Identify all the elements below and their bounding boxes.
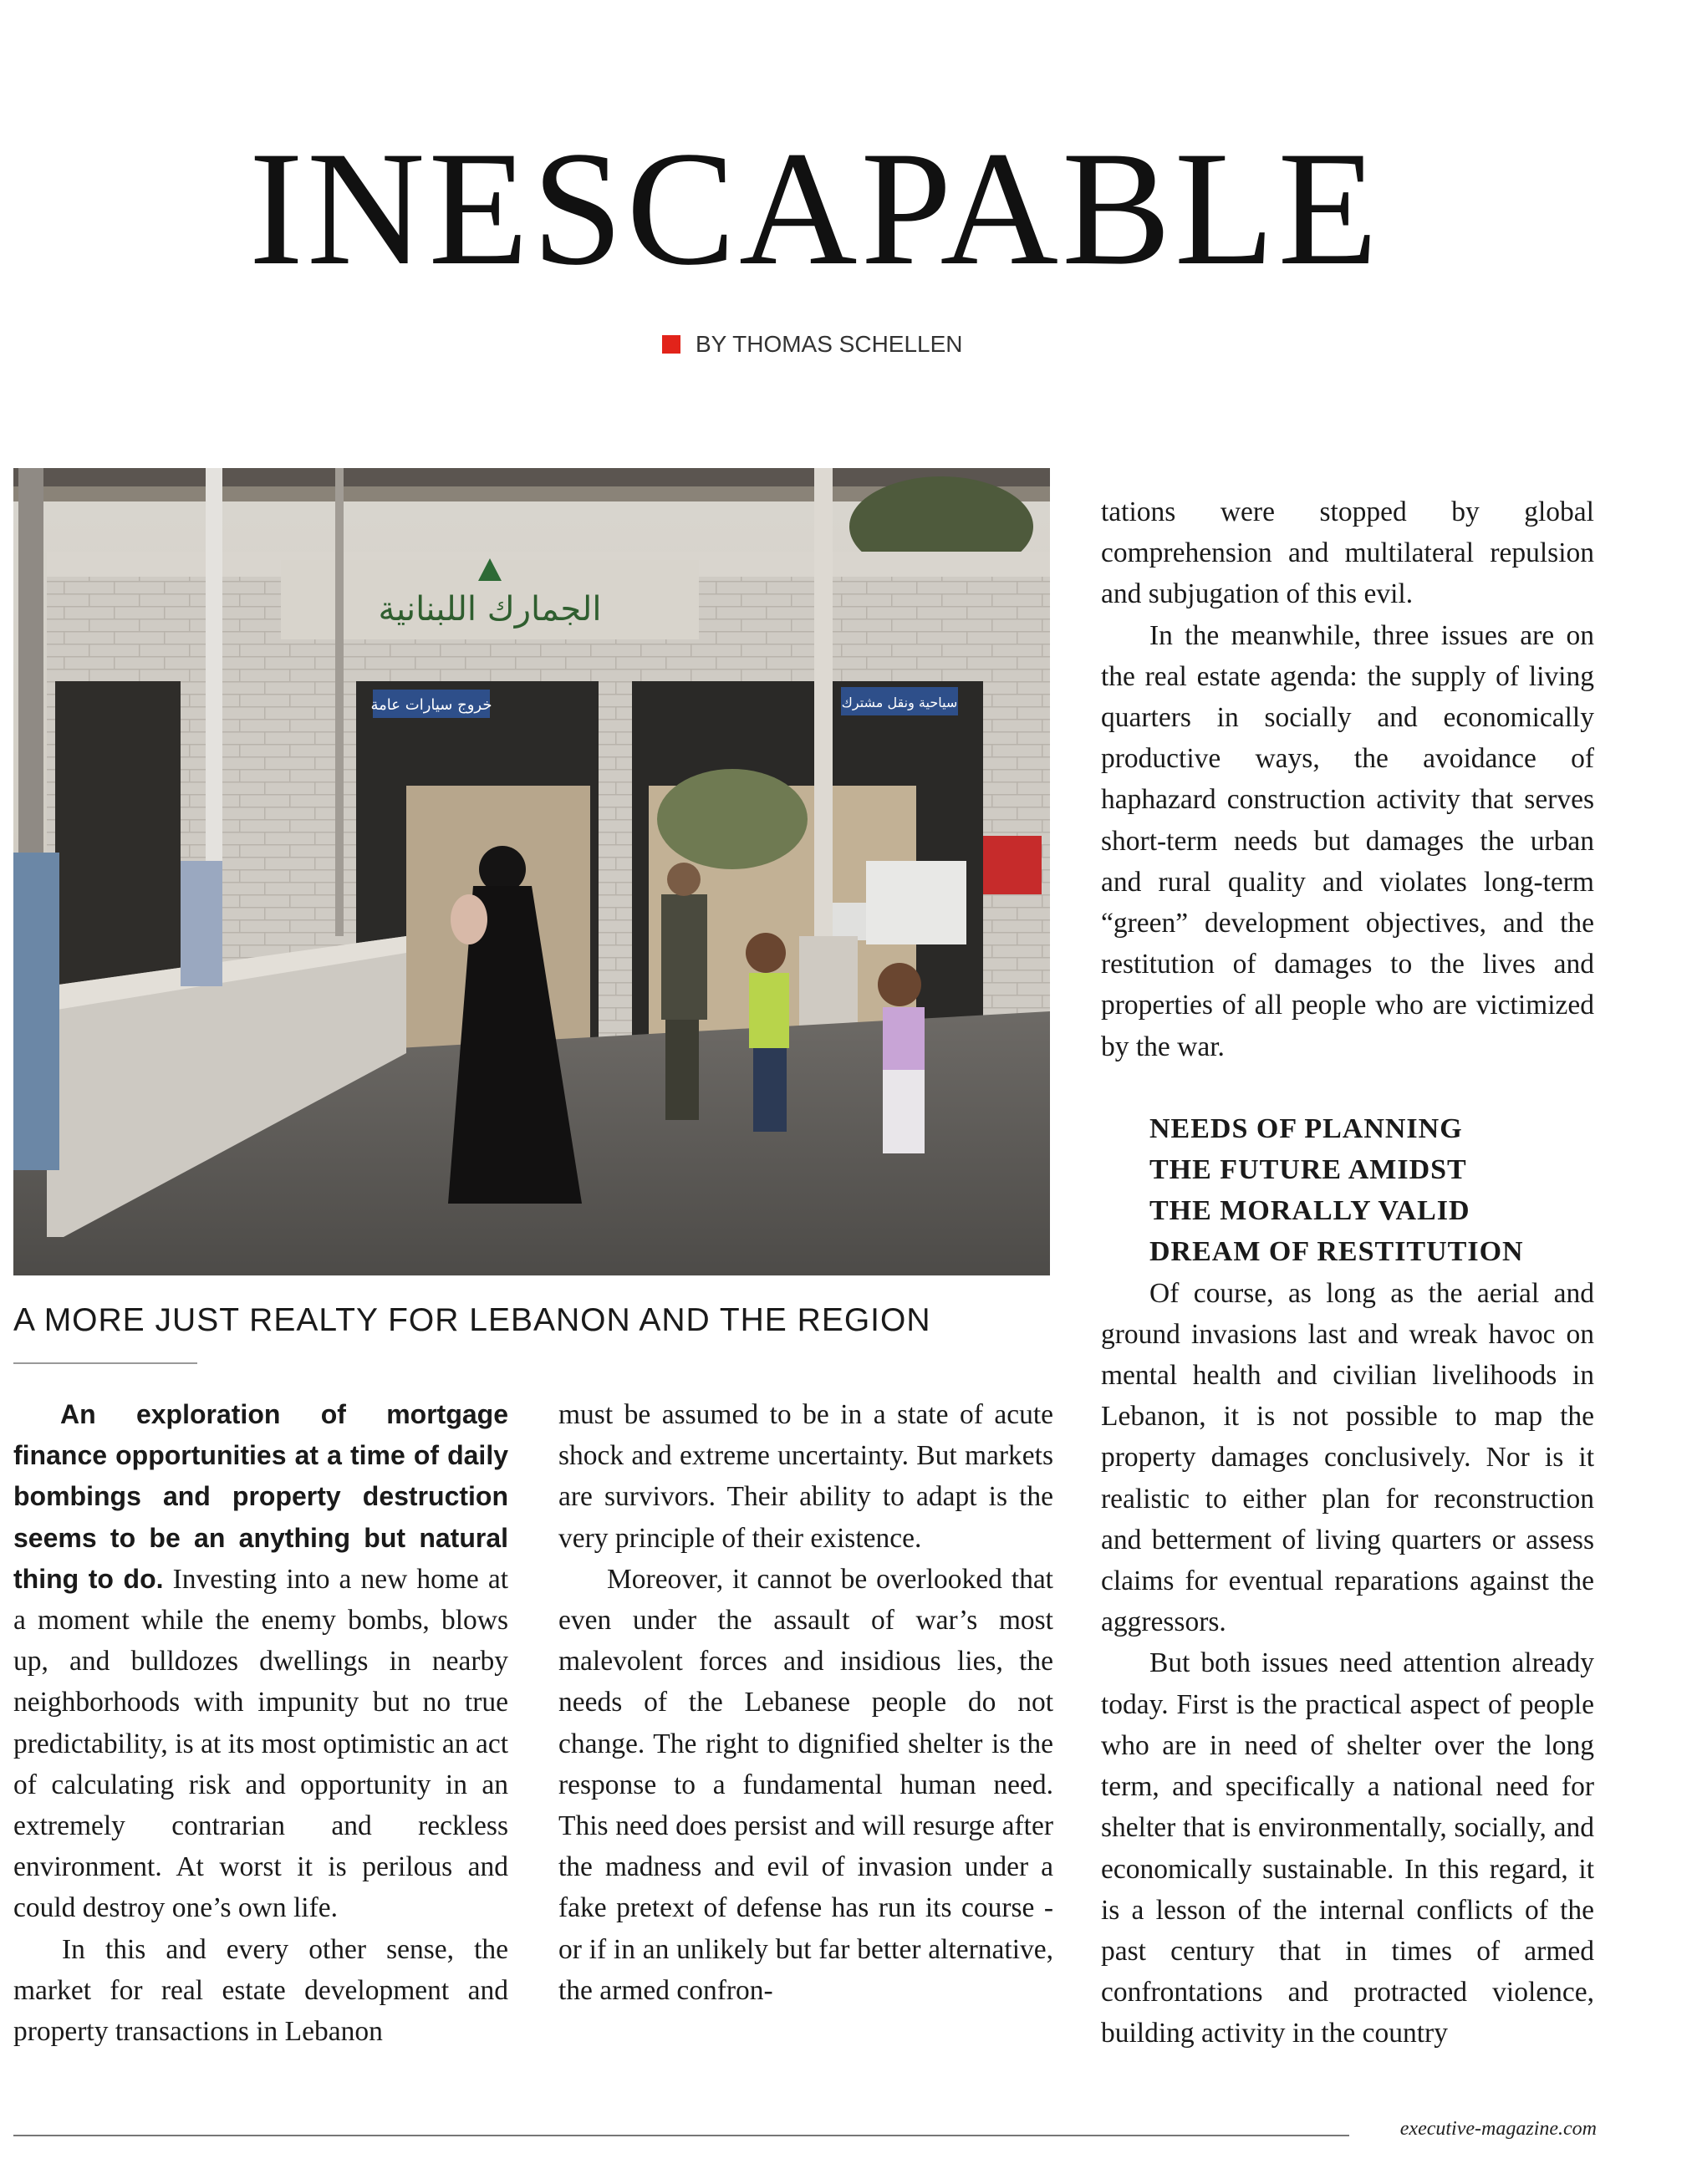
lead-text: An exploration of mortgage finance opportunities at a time of daily bombings and property destruction seems to be an anything but natural thing to do.: [13, 1399, 508, 1594]
article-photo: [13, 468, 1050, 1275]
subhead-line: THE FUTURE AMIDST: [1149, 1154, 1467, 1186]
customs-sign-text: الجمارك اللبنانية: [378, 590, 602, 629]
paragraph: Of course, as long as the aerial and ground invasions last and wreak havoc on mental health and civilian livelihoods in Lebanon, it is not possible to map the property damages conclusively. Nor is it realistic to either plan for reconstruction and betterment of living quarters or assess claims for eventual reparations against the aggressors.: [1101, 1277, 1594, 1638]
footer-rule: [13, 2135, 1349, 2136]
paragraph: Moreover, it cannot be overlooked that even under the assault of war’s most malevolent forces and insidious lies, the needs of the Lebanese people do not change. The right to dignified shelter is the response to a fundamental human need. This need does persist and will resurge after the madness and evil of invasion under a fake pretext of defense has run its course - or if in an unlikely but far better alternative, the armed confron-: [558, 1563, 1053, 2006]
text-column-2: [558, 1394, 1053, 2011]
gate-sign-left: خروج سيارات عامة: [370, 696, 492, 714]
border-crossing-photo: [13, 468, 1050, 1275]
paragraph: In this and every other sense, the market for real estate development and property transactions in Lebanon: [13, 1933, 508, 2048]
paragraph: In the meanwhile, three issues are on the real estate agenda: the supply of living quarters in socially and economically productive ways, the avoidance of haphazard construction activity that serves short-term needs but damages the urban and rural quality and violates long-term “green” development objectives, and the restitution of damages to the lives and properties of all people who are victimized by the war.: [1101, 619, 1594, 1062]
footer-url: executive-magazine.com: [1399, 2118, 1597, 2140]
red-square-icon: [662, 335, 680, 354]
paragraph: tations were stopped by global comprehension and multilateral repulsion and subjugation of this evil.: [1101, 496, 1594, 610]
spacer: [1101, 1067, 1594, 1108]
paragraph: But both issues need attention already today. First is the practical aspect of people who are in need of shelter over the long term, and specifically a national need for shelter that is environmentally, socially, and economically sustainable. In this regard, it is a lesson of the internal conflicts of the past century that in times of armed confrontations and protracted violence, building activity in the country: [1101, 1647, 1594, 2049]
text-column-1: [13, 1394, 508, 2052]
paragraph: must be assumed to be in a state of acute shock and extreme uncertainty. But markets are survivors. Their ability to adapt is the very principle of their existence.: [558, 1399, 1053, 1554]
article-headline: A MORE JUST REALTY FOR LEBANON AND THE REGION: [13, 1302, 931, 1338]
subhead-line: THE MORALLY VALID: [1149, 1195, 1470, 1227]
paragraph: [13, 1394, 508, 1929]
byline: [662, 329, 963, 359]
paragraph-text: Investing into a new home at a moment while the enemy bombs, blows up, and bulldozes dwellings in nearby neighborhoods with impunity but no true predictability, is at its most optimistic an act of calculating risk and opportunity in an extremely contrarian and reckless environment. At worst it is perilous and could destroy one’s own life.: [13, 1563, 509, 1924]
subhead-line: NEEDS OF PLANNING: [1149, 1112, 1463, 1144]
headline-rule: [13, 1362, 197, 1364]
text-column-3: [1101, 491, 1594, 2054]
article-title: INESCAPABLE: [248, 118, 1382, 299]
byline-text: BY THOMAS SCHELLEN: [696, 331, 963, 357]
subhead-line: DREAM OF RESTITUTION: [1149, 1236, 1524, 1268]
gate-sign-right: سياحية ونقل مشترك: [841, 695, 958, 710]
